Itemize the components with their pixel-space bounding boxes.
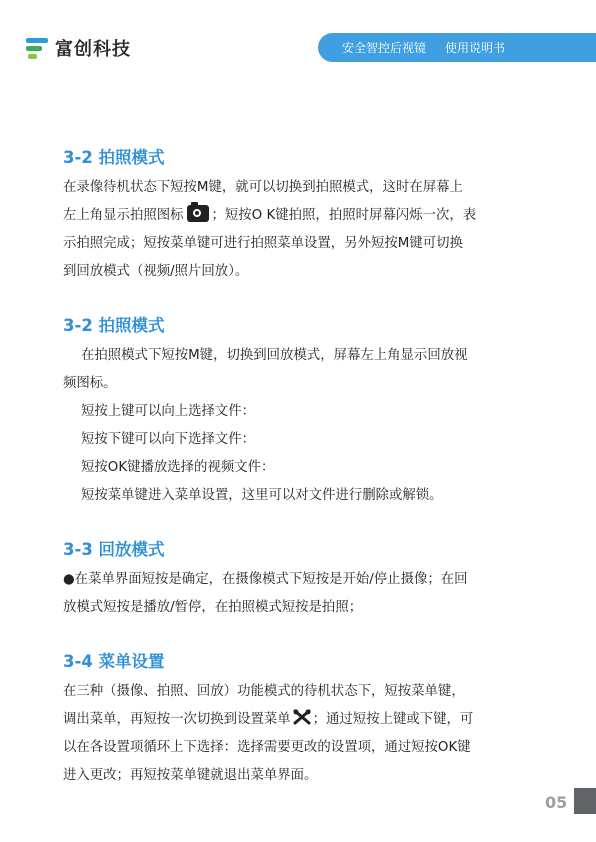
paragraph-line: 进入更改；再短按菜单键就退出菜单界面。	[63, 768, 318, 783]
paragraph-line: 到回放模式（视频/照片回放）。	[63, 264, 249, 279]
header-banner	[318, 33, 596, 62]
paragraph-line: 短按OK键播放选择的视频文件：	[81, 460, 275, 475]
product-name: 安全智控后视镜	[342, 41, 427, 55]
paragraph-line: 短按菜单键进入菜单设置，这里可以对文件进行删除或解锁。	[81, 488, 443, 503]
paragraph-line: 短按下键可以向下选择文件：	[81, 432, 256, 447]
section-title-photo-mode-2: 3-2 拍照模式	[63, 316, 165, 335]
paragraph-line: 以在各设置项循环上下选择：选择需要更改的设置项，通过短按OK键	[63, 740, 471, 755]
page-number: 05	[545, 793, 568, 812]
logo-text: 富创科技	[55, 39, 131, 60]
paragraph-line: 调出菜单，再短按一次切换到设置菜单 ；通过短按上键或下键，可	[63, 708, 473, 727]
paragraph-line: 左上角显示拍照图标 ；短按O K键拍照，拍照时屏幕闪烁一次，表	[63, 204, 476, 223]
section-title-photo-mode: 3-2 拍照模式	[63, 148, 165, 167]
paragraph-line: 在拍照模式下短按M键，切换到回放模式，屏幕左上角显示回放视	[81, 348, 468, 363]
section-title-menu-settings: 3-4 菜单设置	[63, 652, 165, 671]
paragraph-line: 短按上键可以向上选择文件：	[81, 404, 256, 419]
paragraph-line: 在录像待机状态下短按M键，就可以切换到拍照模式，这时在屏幕上	[63, 180, 463, 195]
paragraph-line: 在三种（摄像、拍照、回放）功能模式的待机状态下，短按菜单键，	[63, 684, 465, 699]
paragraph-line: 示拍照完成；短按菜单键可进行拍照菜单设置，另外短按M键可切换	[63, 236, 463, 251]
camera-icon	[187, 205, 209, 222]
page-tab-marker	[574, 788, 596, 814]
paragraph-line: 频图标。	[63, 376, 117, 391]
paragraph-line: 放模式短按是播放/暂停，在拍照模式短按是拍照；	[63, 600, 363, 615]
manual-label: 使用说明书	[445, 41, 506, 55]
wrench-screwdriver-icon	[293, 709, 311, 725]
company-logo	[26, 35, 131, 61]
page-header	[0, 0, 596, 70]
logo-mark-icon	[26, 36, 50, 60]
section-title-playback-mode: 3-3 回放模式	[63, 540, 165, 559]
paragraph-line: ●在菜单界面短按是确定，在摄像模式下短按是开始/停止摄像；在回	[63, 572, 468, 587]
